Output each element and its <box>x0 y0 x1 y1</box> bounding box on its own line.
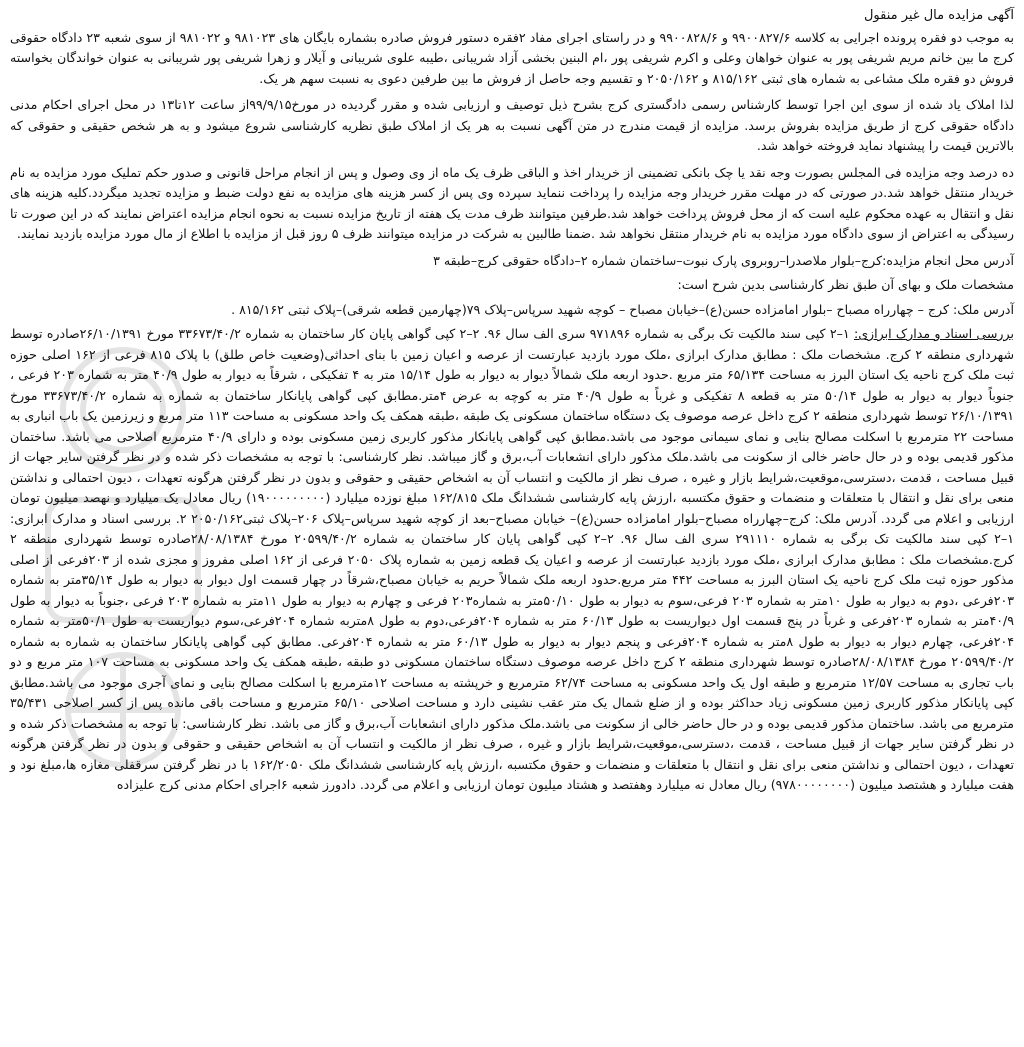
paragraph-payment-terms: ده درصد وجه مزایده فی المجلس بصورت وجه نقد یا چک بانکی تضمینی از خریدار اخذ و الباقی ظرف یک ماه از وی وصول و پس از انجام مراحل قانونی و صدور حکم تملیک مورد مزایده به نام خریدار منتقل خواهد شد.در صورتی که در مهلت مقرر خریدار وجه مزایده را پرداخت ننماید سپرده وی پس از کسر هزینه های مزایده به نفع دولت ضبط و مزایده تجدید میگردد.کلیه هزینه های نقل و انتقال به عهده محکوم علیه است که از محل فروش پرداخت خواهد شد.طرفین میتوانند ظرف مدت یک هفته از تاریخ مزایده نسبت به نحوه انجام مزایده اعتراض نمایند که در این صورت تا رسیدگی به اعتراض از سوی دادگاه مورد مزایده به نام خریدار منتقل نخواهد شد .ضمنا طالبین به شرکت در مزایده میتوانند ظرف ۵ روز قبل از مزایده با اطلاع از مال مورد مزایده بازدید نمایند. <box>10 164 1014 241</box>
paragraph-auction-terms: لذا املاک یاد شده از سوی این اجرا توسط کارشناس رسمی دادگستری کرج بشرح ذیل توصیف و ارزیابی شده و مقرر گردیده در مورخ۹۹/۹/۱۵از ساعت ۱۲تا۱۳ در محل اجرای احکام مدنی دادگاه حقوقی کرج از طریق مزایده بفروش برسد. مزایده از قیمت مندرج در متن آگهی نسبت به هر یک از املاک طبق نظریه کارشناسی شروع میشود و به هر شخص حقیقی و حقوقی که بالاترین قیمت را پیشنهاد نماید فروخته خواهد شد. <box>10 97 1014 153</box>
specs-intro: مشخصات ملک و بهای آن طبق نظر کارشناسی بدین شرح است: <box>677 277 1014 292</box>
auction-notice <box>10 6 1014 1043</box>
review-body: ۱–۲ کپی سند مالکیت تک برگی به شماره ۹۷۱۸۹۶ سری الف سال ۹۶. ۲–۲ کپی گواهی پایان کار ساختمان به شماره ۳۳۶۷۳/۴۰/۲ مورخ ۲۶/۱۰/۱۳۹۱صادره توسط شهرداری منطقه ۲ کرج. مشخصات ملک : مطابق مدارک ابرازی ،ملک مورد بازدید عبارتست از عرصه و اعیان زمین با بنای احداثی(وضعیت خاص طلق) با پلاک ۸۱۵ فرعی از ۱۶۲ اصلی حوزه ثبت ملک کرج ناحیه یک استان البرز به مساحت ۶۵/۱۳۴ متر مربع .حدود اربعه ملک شمالاً دیوار به دیوار به طول ۱۵/۱۴ متر به ۴ تفکیکی ، شرقاً به دیوار به طول ۴۰/۹ متر به شماره ۲۰۳ فرعی ، جنوباً دیوار به دیوار به طول ۵۰/۱۴ متر به قطعه ۸ تفکیکی و غرباً به طول ۴۰/۹ متر به کوچه به عرض ۴متر.مطابق کپی گواهی پایانکار ساختمان به شماره به شماره ۳۳۶۷۳/۴۰/۲ مورخ ۲۶/۱۰/۱۳۹۱ توسط شهرداری منطقه ۲ کرج داخل عرصه موصوف یک دستگاه ساختمان مسکونی یک طبقه ،طبقه همکف یک واحد مسکونی به مساحت ۱۱۳ متر مربع و زیرزمین یک باب انباری به مساحت ۲۲ مترمربع با اسکلت مصالح بنایی و نمای سیمانی موجود می باشد.مطابق کپی گواهی پایانکار مذکور کاربری زمین مسکونی بوده و دارای ۴۰/۹ مترمربع اصلاحی می باشد. ساختمان مذکور قدیمی بوده و در حال حاضر خالی از سکونت می باشد.ملک مذکور دارای انشعابات آب،برق و گاز میباشد. نظر کارشناسی: با توجه به مشخصات ذکر شده و در نظر گرفتن سایر جهات از قبیل مساحت ، قدمت ،دسترسی،موقعیت،شرایط بازار و غیره ، صرف نظر از مالکیت و انتساب آن به اشخاص حقیقی و حقوقی و بدون در نظر گرفتن هرگونه تعهدات ، دیون احتمالی و نداشتن منعی برای نقل و انتقال با متعلقات و منضمات و حقوق مکتسبه ،ارزش پایه کارشناسی ششدانگ ملک ۱۶۲/۸۱۵ مبلغ نوزده میلیارد (۱۹۰۰۰۰۰۰۰۰۰) ریال معادل یک میلیارد و نهصد میلیون تومان ارزیابی و اعلام می گردد. آدرس ملک: کرج–چهارراه مصباح–بلوار امامزاده حسن(ع)– خیابان مصباح–بعد از کوچه شهید سرپاس–پلاک ۲۰۶–پلاک ثبتی۲۰۵۰/۱۶۲ ۲. بررسی اسناد و مدارک ابرازی: ۱–۲ کپی سند مالکیت تک برگی به شماره ۲۹۱۱۱۰ سری الف سال ۹۶. ۲–۲ کپی گواهی پایان کار ساختمان به شماره ۲۰۵۹۹/۴۰/۲ مورخ ۲۸/۰۸/۱۳۸۴صادره توسط شهرداری منطقه ۲ کرج.مشخصات ملک : مطابق مدارک ابرازی ،ملک مورد بازدید عبارتست از عرصه و اعیان یک قطعه زمین به شماره پلاک ۲۰۵۰ فرعی از ۱۶۲ اصلی مفروز و مجزی شده از ۲۰۳فرعی از اصلی مذکور حوزه ثبت ملک کرج ناحیه یک استان البرز به مساحت ۴۴۲ متر مربع.حدود اربعه ملک شمالاً حریم به خیابان مصباح،شرقاً در چهار قسمت اول دیوار به دیوار به طول ۳۵/۱۴متر به شماره ۲۰۳فرعی ،دوم به دیوار به طول ۱۰متر به شماره ۲۰۳ فرعی،سوم به دیوار به طول ۵۰/۱۰متر به شماره۲۰۳ فرعی و چهارم به دیوار به طول ۱۱متر به شماره ۲۰۳ فرعی ،جنوباً به دیوار به طول ۴۰/۹متر به شماره ۲۰۳فرعی و غرباً در پنج قسمت اول دیواریست به طول ۶۰/۱۳ متر به شماره ۲۰۴فرعی،دوم به طول ۸متربه شماره ۲۰۴فرعی،سوم دیواریست به طول ۵۰/۱متر به شماره ۲۰۴فرعی، چهارم دیوار به دیوار به طول ۸متر به شماره ۲۰۴فرعی و پنجم دیوار به دیوار به طول ۶۰/۱۳ متر به شماره ۲۰۴فرعی. مطابق کپی گواهی پایانکار ساختمان به شماره به شماره ۲۰۵۹۹/۴۰/۲ مورخ ۲۸/۰۸/۱۳۸۴صادره توسط شهرداری منطقه ۲ کرج داخل عرصه موصوف دستگاه ساختمان مسکونی دو طبقه ،طبقه همکف یک واحد مسکونی به مساحت ۱۰۷ متر مربع و دو باب تجاری به مساحت ۱۲/۵۷ مترمربع و طبقه اول یک واحد مسکونی به مساحت ۶۲/۷۴ مترمربع و خرپشته به مساحت ۱۲مترمربع با اسکلت مصالح بنایی و نمای آجری موجود می باشد.مطابق کپی پایانکار مذکور کاربری زمین مسکونی زیاد حداکثر بوده و از ضلع شمال یک متر عقب نشینی دارد و مساحت اصلاحی ۶۵/۱۰ مترمربع و مساحت باقی مانده پس از کسر اصلاحی ۳۵/۴۳۱ مترمربع می باشد. ساختمان مذکور قدیمی بوده و در حال حاضر خالی از سکونت می باشد.ملک مذکور دارای انشعابات آب،برق و گاز می باشد. نظر کارشناسی: با توجه به مشخصات ذکر شده و در نظر گرفتن سایر جهات از قبیل مساحت ، قدمت ،دسترسی،موقعیت،شرایط بازار و غیره ، صرف نظر از مالکیت و انتساب آن به اشخاص حقیقی و حقوقی و بدون در نظر گرفتن هرگونه تعهدات ، دیون احتمالی و نداشتن منعی برای نقل و انتقال با متعلقات و منضمات و حقوق مکتسبه ،ارزش پایه کارشناسی ششدانگ ملک ۱۶۲/۲۰۵۰ با در نظر گرفتن سرقفلی مغازه ها،مبلغ نود و هفت میلیارد و هشتصد میلیون (۹۷۸۰۰۰۰۰۰۰۰) ریال معادل نه میلیارد وهفتصد و هشتاد میلیون تومان ارزیابی و اعلام می گردد. دادورز شعبه ۶اجرای احکام مدنی کرج علیزاده <box>10 326 1015 792</box>
property-one-address: آدرس ملک: کرج – چهارراه مصباح –بلوار امامزاده حسن(ع)–خیابان مصباح – کوچه شهید سرپاس–پلاک ۷۹(چهارمین قطعه شرقی)–پلاک ثبتی ۸۱۵/۱۶۲ . <box>231 301 1014 317</box>
paragraph-case-details: به موجب دو فقره پرونده اجرایی به کلاسه ۹۹۰۰۸۲۷/۶ و ۹۹۰۰۸۲۸/۶ و در راستای اجرای مفاد ۲فقره دستور فروش صادره بشماره بایگان های ۹۸۱۰۲۳ و ۹۸۱۰۲۲ از سوی شعبه ۲۳ دادگاه حقوقی کرج ما بین خانم مریم شریفی پور به عنوان خواهان وعلی و اکرم شریفی پور ،ام البنین بخشی آزاد شریبانی ،طیبه علوی شریبانی و آیلار و زهرا شریفی پور شریبانی به عنوان خواندگان بخواسته فروش دو فقره ملک مشاعی به شماره های ثبتی ۸۱۵/۱۶۲ و ۲۰۵۰/۱۶۲ و تقسیم وجه حاصل از فروش ما بین طرفین دعوی به نسبت سهم هر یک. <box>10 29 1014 86</box>
notice-title: آگهی مزایده مال غیر منقول <box>863 8 1014 23</box>
property-review <box>10 324 1014 796</box>
review-heading: بررسی اسناد و مدارک ابرازی: <box>853 326 1014 341</box>
auction-address: آدرس محل انجام مزایده:کرج–بلوار ملاصدرا–روبروی پارک نبوت–ساختمان شماره ۲–دادگاه حقوقی کرج–طبقه ۳ <box>433 252 1014 268</box>
